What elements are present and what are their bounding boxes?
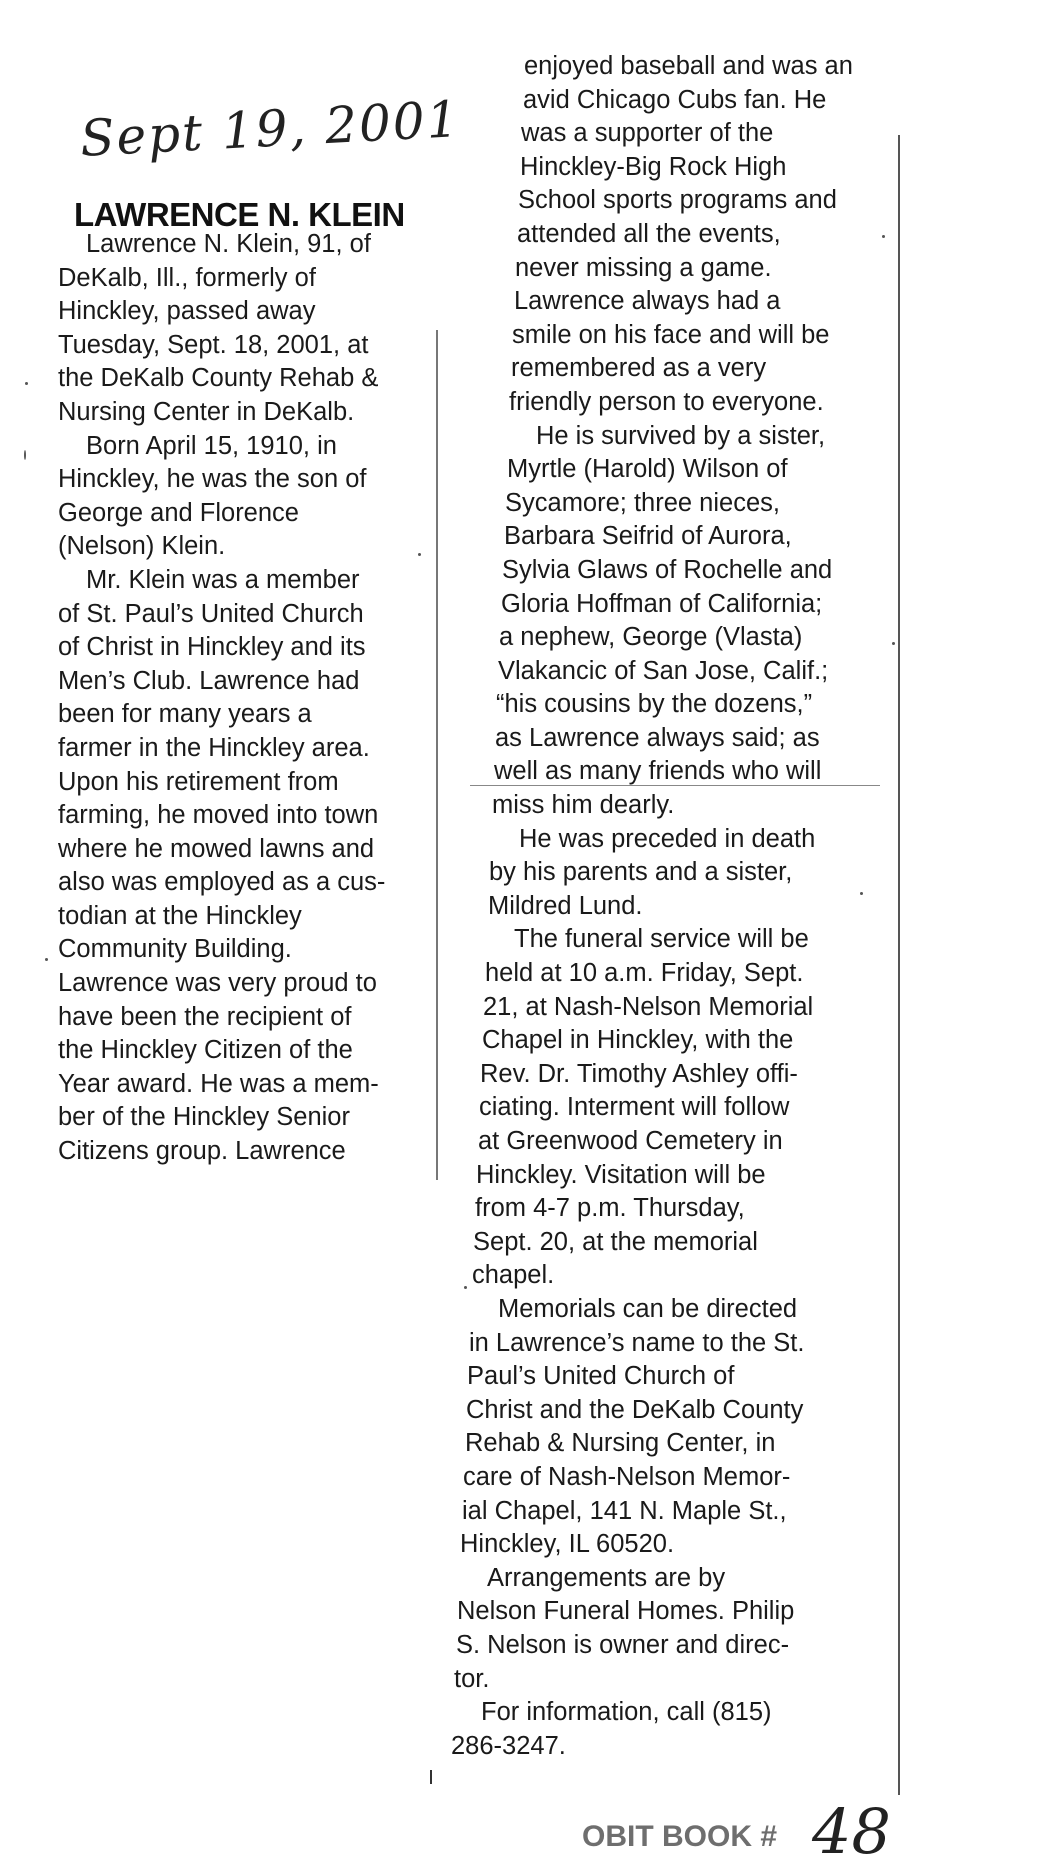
text-line: Hinckley, IL 60520. (460, 1530, 675, 1559)
text-line: tor. (454, 1664, 490, 1693)
text-line: Tuesday, Sept. 18, 2001, at (58, 330, 369, 359)
text-line: chapel. (472, 1261, 555, 1290)
text-line: Mr. Klein was a member (86, 565, 360, 594)
text-line: Chapel in Hinckley, with the (482, 1026, 794, 1055)
text-line: Rehab & Nursing Center, in (465, 1429, 776, 1458)
text-line: ciating. Interment will follow (479, 1093, 790, 1122)
text-line: Myrtle (Harold) Wilson of (507, 455, 788, 484)
text-line: Gloria Hoffman of California; (501, 589, 823, 618)
text-line: Community Building. (58, 935, 292, 964)
text-line: friendly person to everyone. (509, 387, 824, 416)
text-line: 286-3247. (451, 1731, 566, 1760)
text-line: never missing a game. (515, 253, 772, 282)
scan-speck (24, 450, 26, 460)
text-line: Lawrence always had a (514, 287, 781, 316)
scan-speck (464, 1286, 467, 1289)
text-line: Sept. 20, at the memorial (473, 1227, 758, 1256)
text-line: Hinckley, passed away (58, 297, 316, 326)
text-line: Citizens group. Lawrence (58, 1137, 346, 1166)
text-line: Hinckley, he was the son of (58, 465, 367, 494)
text-line: ial Chapel, 141 N. Maple St., (462, 1496, 787, 1525)
text-line: Arrangements are by (487, 1563, 726, 1592)
text-line: Memorials can be directed (498, 1294, 798, 1323)
text-line: farming, he moved into town (58, 801, 379, 830)
text-line: Upon his retirement from (58, 767, 339, 796)
text-line: remembered as a very (511, 354, 767, 383)
obit-book-number: 48 (812, 1795, 891, 1868)
column-divider-left (436, 330, 438, 1180)
right-text-column (451, 50, 944, 1763)
text-line: well as many friends who will (494, 757, 822, 786)
text-line: smile on his face and will be (512, 320, 830, 349)
text-line: from 4-7 p.m. Thursday, (475, 1194, 745, 1223)
column-divider-right (898, 135, 900, 1795)
text-line: farmer in the Hinckley area. (58, 733, 370, 762)
obituary-headline: LAWRENCE N. KLEIN (74, 196, 405, 233)
obit-book-label: OBIT BOOK # (582, 1820, 778, 1853)
scan-speck (860, 892, 863, 895)
text-line: Nelson Funeral Homes. Philip (457, 1597, 795, 1626)
text-line: (Nelson) Klein. (58, 532, 226, 561)
text-line: Born April 15, 1910, in (86, 431, 337, 460)
text-line: Lawrence was very proud to (58, 969, 377, 998)
text-line: DeKalb, Ill., formerly of (58, 263, 316, 292)
text-line: For information, call (815) (481, 1698, 772, 1727)
text-line: He was preceded in death (519, 824, 816, 853)
text-line: also was employed as a cus- (58, 868, 386, 897)
bottom-tick-mark (430, 1770, 432, 1784)
text-line: was a supporter of the (521, 119, 774, 148)
text-line: held at 10 a.m. Friday, Sept. (485, 959, 804, 988)
text-line: “his cousins by the dozens,” (496, 690, 813, 719)
text-line: The funeral service will be (514, 925, 809, 954)
text-line: enjoyed baseball and was an (524, 52, 853, 80)
text-line: by his parents and a sister, (489, 858, 793, 887)
text-line: Year award. He was a mem- (58, 1069, 379, 1098)
text-line: a nephew, George (Vlasta) (499, 623, 803, 652)
text-line: of Christ in Hinckley and its (58, 633, 366, 662)
text-line: avid Chicago Cubs fan. He (523, 85, 827, 114)
text-line: Christ and the DeKalb County (466, 1395, 804, 1424)
text-line: S. Nelson is owner and direc- (456, 1630, 790, 1659)
text-line: Vlakancic of San Jose, Calif.; (498, 656, 829, 685)
text-line: of St. Paul’s United Church (58, 599, 364, 628)
text-line: miss him dearly. (492, 791, 675, 820)
text-line: in Lawrence’s name to the St. (469, 1328, 805, 1357)
text-line: have been the recipient of (58, 1002, 352, 1031)
text-line: Barbara Seifrid of Aurora, (504, 522, 792, 551)
text-line: Paul’s United Church of (467, 1362, 735, 1391)
text-line: School sports programs and (518, 186, 837, 215)
scan-speck (25, 382, 28, 385)
text-line: at Greenwood Cemetery in (478, 1127, 783, 1155)
scan-speck (418, 553, 421, 556)
text-line: Sycamore; three nieces, (505, 488, 780, 517)
text-line: where he mowed lawns and (58, 834, 375, 863)
text-line: Rev. Dr. Timothy Ashley offi- (480, 1059, 798, 1088)
clipping-edge-mark (470, 785, 880, 786)
left-text-column (58, 228, 428, 1169)
text-line: Men’s Club. Lawrence had (58, 666, 360, 695)
text-line: as Lawrence always said; as (495, 723, 820, 752)
text-line: George and Florence (58, 498, 299, 527)
scan-speck (892, 642, 895, 645)
text-line: He is survived by a sister, (536, 421, 826, 450)
text-line: been for many years a (58, 700, 312, 729)
text-line: ber of the Hinckley Senior (58, 1103, 350, 1132)
text-line: Hinckley. Visitation will be (476, 1160, 766, 1189)
text-line: Sylvia Glaws of Rochelle and (502, 555, 833, 584)
text-line: todian at the Hinckley (58, 901, 302, 930)
text-line: the Hinckley Citizen of the (58, 1036, 353, 1065)
text-line: Lawrence N. Klein, 91, of (86, 230, 371, 258)
scan-speck (45, 958, 48, 961)
text-line: 21, at Nash-Nelson Memorial (483, 992, 814, 1021)
text-line: Nursing Center in DeKalb. (58, 397, 355, 426)
text-line: the DeKalb County Rehab & (58, 364, 379, 393)
handwritten-date: Sept 19, 2001 (78, 90, 462, 168)
text-line: Mildred Lund. (488, 891, 643, 920)
scan-speck (882, 235, 885, 238)
text-line: care of Nash-Nelson Memor- (463, 1462, 791, 1491)
text-line: Hinckley-Big Rock High (520, 152, 787, 181)
text-line: attended all the events, (517, 219, 781, 248)
